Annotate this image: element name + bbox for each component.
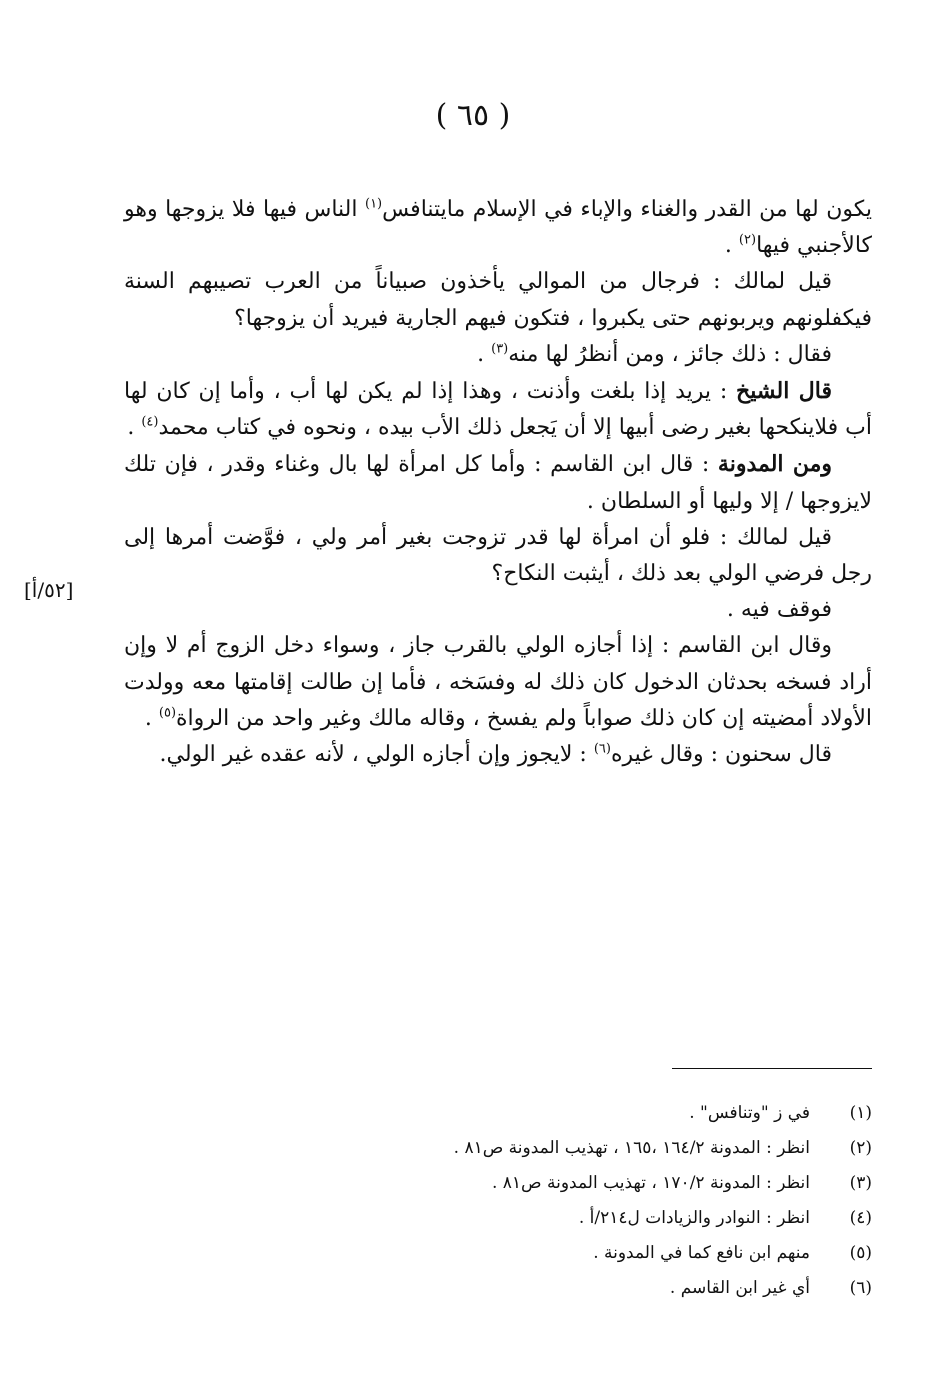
paragraph-text: يكون لها من القدر والغناء والإباء في الإسلام مايتنافس (382, 197, 872, 222)
paragraph-text: . (477, 341, 492, 367)
footnote-number: (١) (849, 1102, 872, 1123)
footnote-ref: (٦) (593, 741, 611, 757)
footnote (300, 1270, 872, 1305)
footnote-text: انظر : النوادر والزيادات ل٢١٤/أ . (578, 1207, 810, 1228)
paragraph (124, 737, 872, 773)
footnote-text: انظر : المدونة ١٦٤/٢ ،١٦٥ ، تهذيب المدونة ص٨١ . (453, 1137, 810, 1158)
footnote-text: منهم ابن نافع كما في المدونة . (593, 1242, 810, 1263)
paragraph-lead: ومن المدونة (717, 451, 832, 478)
paragraph (124, 192, 872, 264)
paragraph-text: الناس فيها فلا يزوجها وهو كالأجنبي فيها (124, 197, 872, 259)
paragraph-text: : قال ابن القاسم : وأما كل امرأة لها بال وغناء وقدر ، فإن تلك لايزوجها / إلا وليها أو السلطان . (124, 452, 872, 514)
footnote-ref: (٤) (141, 414, 159, 430)
paragraph-text: . (127, 415, 142, 441)
footnote-number: (٤) (849, 1207, 872, 1228)
footnote-number: (٢) (849, 1137, 872, 1158)
footnote-number: (٥) (849, 1242, 872, 1263)
footnote (300, 1130, 872, 1165)
footnote (300, 1095, 872, 1130)
footnote-number: (٣) (849, 1172, 872, 1193)
page-number: ( ٦٥ ) (435, 98, 511, 133)
paragraph (124, 592, 872, 628)
paragraph (124, 337, 872, 373)
paragraph (124, 264, 872, 336)
paragraph (124, 446, 872, 519)
main-text (124, 192, 872, 773)
footnote-number: (٦) (849, 1277, 872, 1298)
paragraph-text: قال سحنون : وقال غيره (610, 742, 832, 768)
paragraph (124, 373, 872, 446)
paragraph-text: قيل لمالك : فلو أن امرأة لها قدر تزوجت بغير أمر ولي ، فوَّضت أمرها إلى رجل فرضي الولي بعد ذلك ، أيثبت النكاح؟ (124, 524, 872, 587)
footnote (300, 1165, 872, 1200)
paragraph-text: فقال : ذلك جائز ، ومن أنظرُ لها منه (508, 341, 832, 367)
paragraph-lead: قال الشيخ (736, 378, 832, 405)
footnote (300, 1235, 872, 1270)
paragraph (124, 520, 872, 592)
paragraph-text: قيل لمالك : فرجال من الموالي يأخذون صبياناً من العرب تصيبهم السنة فيكفلونهم ويربونهم حتى يكبروا ، فتكون فيهم الجارية فيريد أن يزوجها؟ (124, 269, 872, 331)
footnotes (300, 1095, 872, 1305)
footnote-text: في ز "وتنافس" . (689, 1102, 810, 1123)
paragraph (124, 628, 872, 737)
footnote (300, 1200, 872, 1235)
footnote-separator (672, 1068, 872, 1069)
paragraph-text: : يريد إذا بلغت وأذنت ، وهذا إذا لم يكن لها أب ، وأما إن كان لها أب فلاينكحها بغير رضى أبيها إلا أن يَجعل ذلك الأب بيده ، ونحوه في كتاب محمد (124, 379, 872, 441)
paragraph-text: : لايجوز وإن أجازه الولي ، لأنه عقده غير الولي. (159, 742, 594, 768)
paragraph-text: . (724, 233, 739, 259)
paragraph-text: وقال ابن القاسم : إذا أجازه الولي بالقرب جاز ، وسواء دخل الزوج أم لا وإن أراد فسخه بحدثان الدخول كان ذلك له وفسَخه ، فأما إن طالت إقامتها معه وولدت الأولاد أمضيته إن كان ذلك صواباً ولم يفسخ ، وقاله مالك وغير واحد من الرواة (124, 633, 872, 731)
footnote-ref: (١) (364, 196, 383, 212)
footnote-ref: (٥) (158, 705, 177, 721)
footnote-ref: (٣) (491, 341, 509, 357)
footnote-text: أي غير ابن القاسم . (669, 1277, 810, 1298)
footnote-ref: (٢) (738, 232, 757, 248)
paragraph-text: . (144, 705, 159, 731)
paragraph-text: فوقف فيه . (726, 597, 832, 623)
folio-margin-note: [٥٢/أ] (24, 578, 74, 602)
footnote-text: انظر : المدونة ١٧٠/٢ ، تهذيب المدونة ص٨١ . (491, 1172, 810, 1193)
